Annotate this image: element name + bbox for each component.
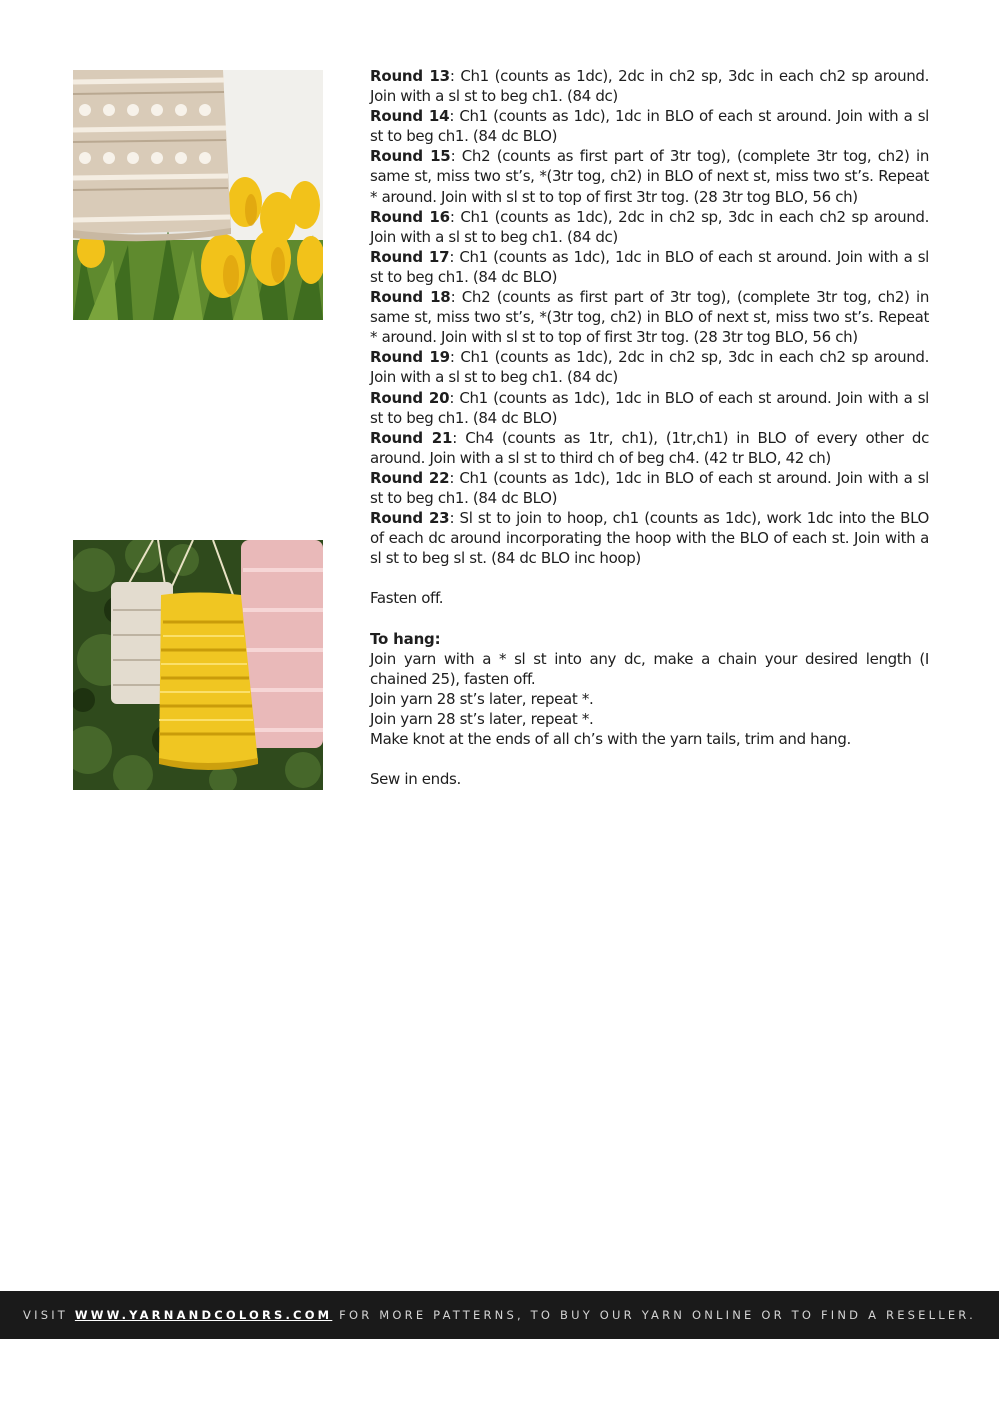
round-21 [370,428,929,468]
sew-in-text: Sew in ends. [370,770,461,789]
round-text: : Ch2 (counts as first part of 3tr tog), (complete 3tr tog, ch2) in same st, miss two st’s, *(3tr tog, ch2) in BLO of next st, miss two st’s. Repeat * around. Join with sl st to top of first 3tr tog. (28 3tr tog BLO, 56 ch) [370,288,930,347]
hang-line-1: Join yarn with a * sl st into any dc, make a chain your desired length (I chained 25), fasten off. [370,649,929,688]
round-23 [370,508,929,568]
round-label: Round 20 [370,388,450,407]
hang-line-3: Join yarn 28 st’s later, repeat *. [370,710,594,728]
hang-line-2: Join yarn 28 st’s later, repeat *. [370,689,594,708]
footer-banner [0,1291,999,1339]
to-hang-heading [370,629,929,649]
round-22 [370,468,929,508]
hang-line-4: Make knot at the ends of all ch’s with the yarn tails, trim and hang. [370,730,851,749]
round-18 [370,287,929,347]
round-15 [370,146,929,206]
round-label: Round 23 [370,509,450,528]
footer-prefix: VISIT [23,1308,75,1322]
round-text: : Ch2 (counts as first part of 3tr tog), (complete 3tr tog, ch2) in same st, miss two st’s, *(3tr tog, ch2) in BLO of next st, miss two st’s. Repeat * around. Join with sl st to top of first 3tr tog. (28 3tr tog BLO, 56 ch) [370,147,930,206]
website-link[interactable]: WWW.YARNANDCOLORS.COM [74,1308,333,1322]
round-19 [370,347,929,387]
footer-suffix: FOR MORE PATTERNS, TO BUY OUR YARN ONLINE OR TO FIND A RESELLER. [332,1308,976,1322]
round-text: : Ch1 (counts as 1dc), 1dc in BLO of each st around. Join with a sl st to beg ch1. (84 dc BLO) [370,107,930,146]
round-text: : Ch1 (counts as 1dc), 1dc in BLO of each st around. Join with a sl st to beg ch1. (84 dc BLO) [370,247,930,286]
lantern-tulips-photo [73,70,323,320]
round-17 [370,247,929,287]
round-label: Round 19 [370,348,450,367]
round-label: Round 13 [370,67,450,85]
fasten-off-text: Fasten off. [370,589,444,608]
to-hang-title: To hang: [370,629,441,648]
round-13 [370,66,929,106]
round-text: : Ch1 (counts as 1dc), 2dc in ch2 sp, 3dc in each ch2 sp around. Join with a sl st to beg ch1. (84 dc) [370,348,929,387]
round-text: : Ch1 (counts as 1dc), 1dc in BLO of each st around. Join with a sl st to beg ch1. (84 dc BLO) [370,468,930,507]
round-label: Round 15 [370,147,451,166]
round-label: Round 14 [370,107,450,126]
pattern-instructions [370,66,929,789]
round-label: Round 21 [370,428,453,447]
round-14 [370,106,929,146]
round-text: : Ch1 (counts as 1dc), 2dc in ch2 sp, 3dc in each ch2 sp around. Join with a sl st to beg ch1. (84 dc) [370,67,929,106]
round-text: : Ch4 (counts as 1tr, ch1), (1tr,ch1) in BLO of every other dc around. Join with a sl st to third ch of beg ch4. (42 tr BLO, 42 ch) [370,428,930,467]
round-20 [370,388,929,428]
round-16 [370,207,929,247]
round-label: Round 16 [370,207,450,226]
three-lanterns-photo [73,540,323,790]
round-label: Round 18 [370,288,451,307]
round-text: : Ch1 (counts as 1dc), 2dc in ch2 sp, 3dc in each ch2 sp around. Join with a sl st to beg ch1. (84 dc) [370,207,929,246]
round-text: : Sl st to join to hoop, ch1 (counts as 1dc), work 1dc into the BLO of each dc around incorporating the hoop with the BLO of each st. Join with a sl st to beg sl st. (84 dc BLO inc hoop) [370,509,930,568]
round-label: Round 22 [370,468,450,487]
round-text: : Ch1 (counts as 1dc), 1dc in BLO of each st around. Join with a sl st to beg ch1. (84 dc BLO) [370,388,930,427]
round-label: Round 17 [370,247,450,266]
